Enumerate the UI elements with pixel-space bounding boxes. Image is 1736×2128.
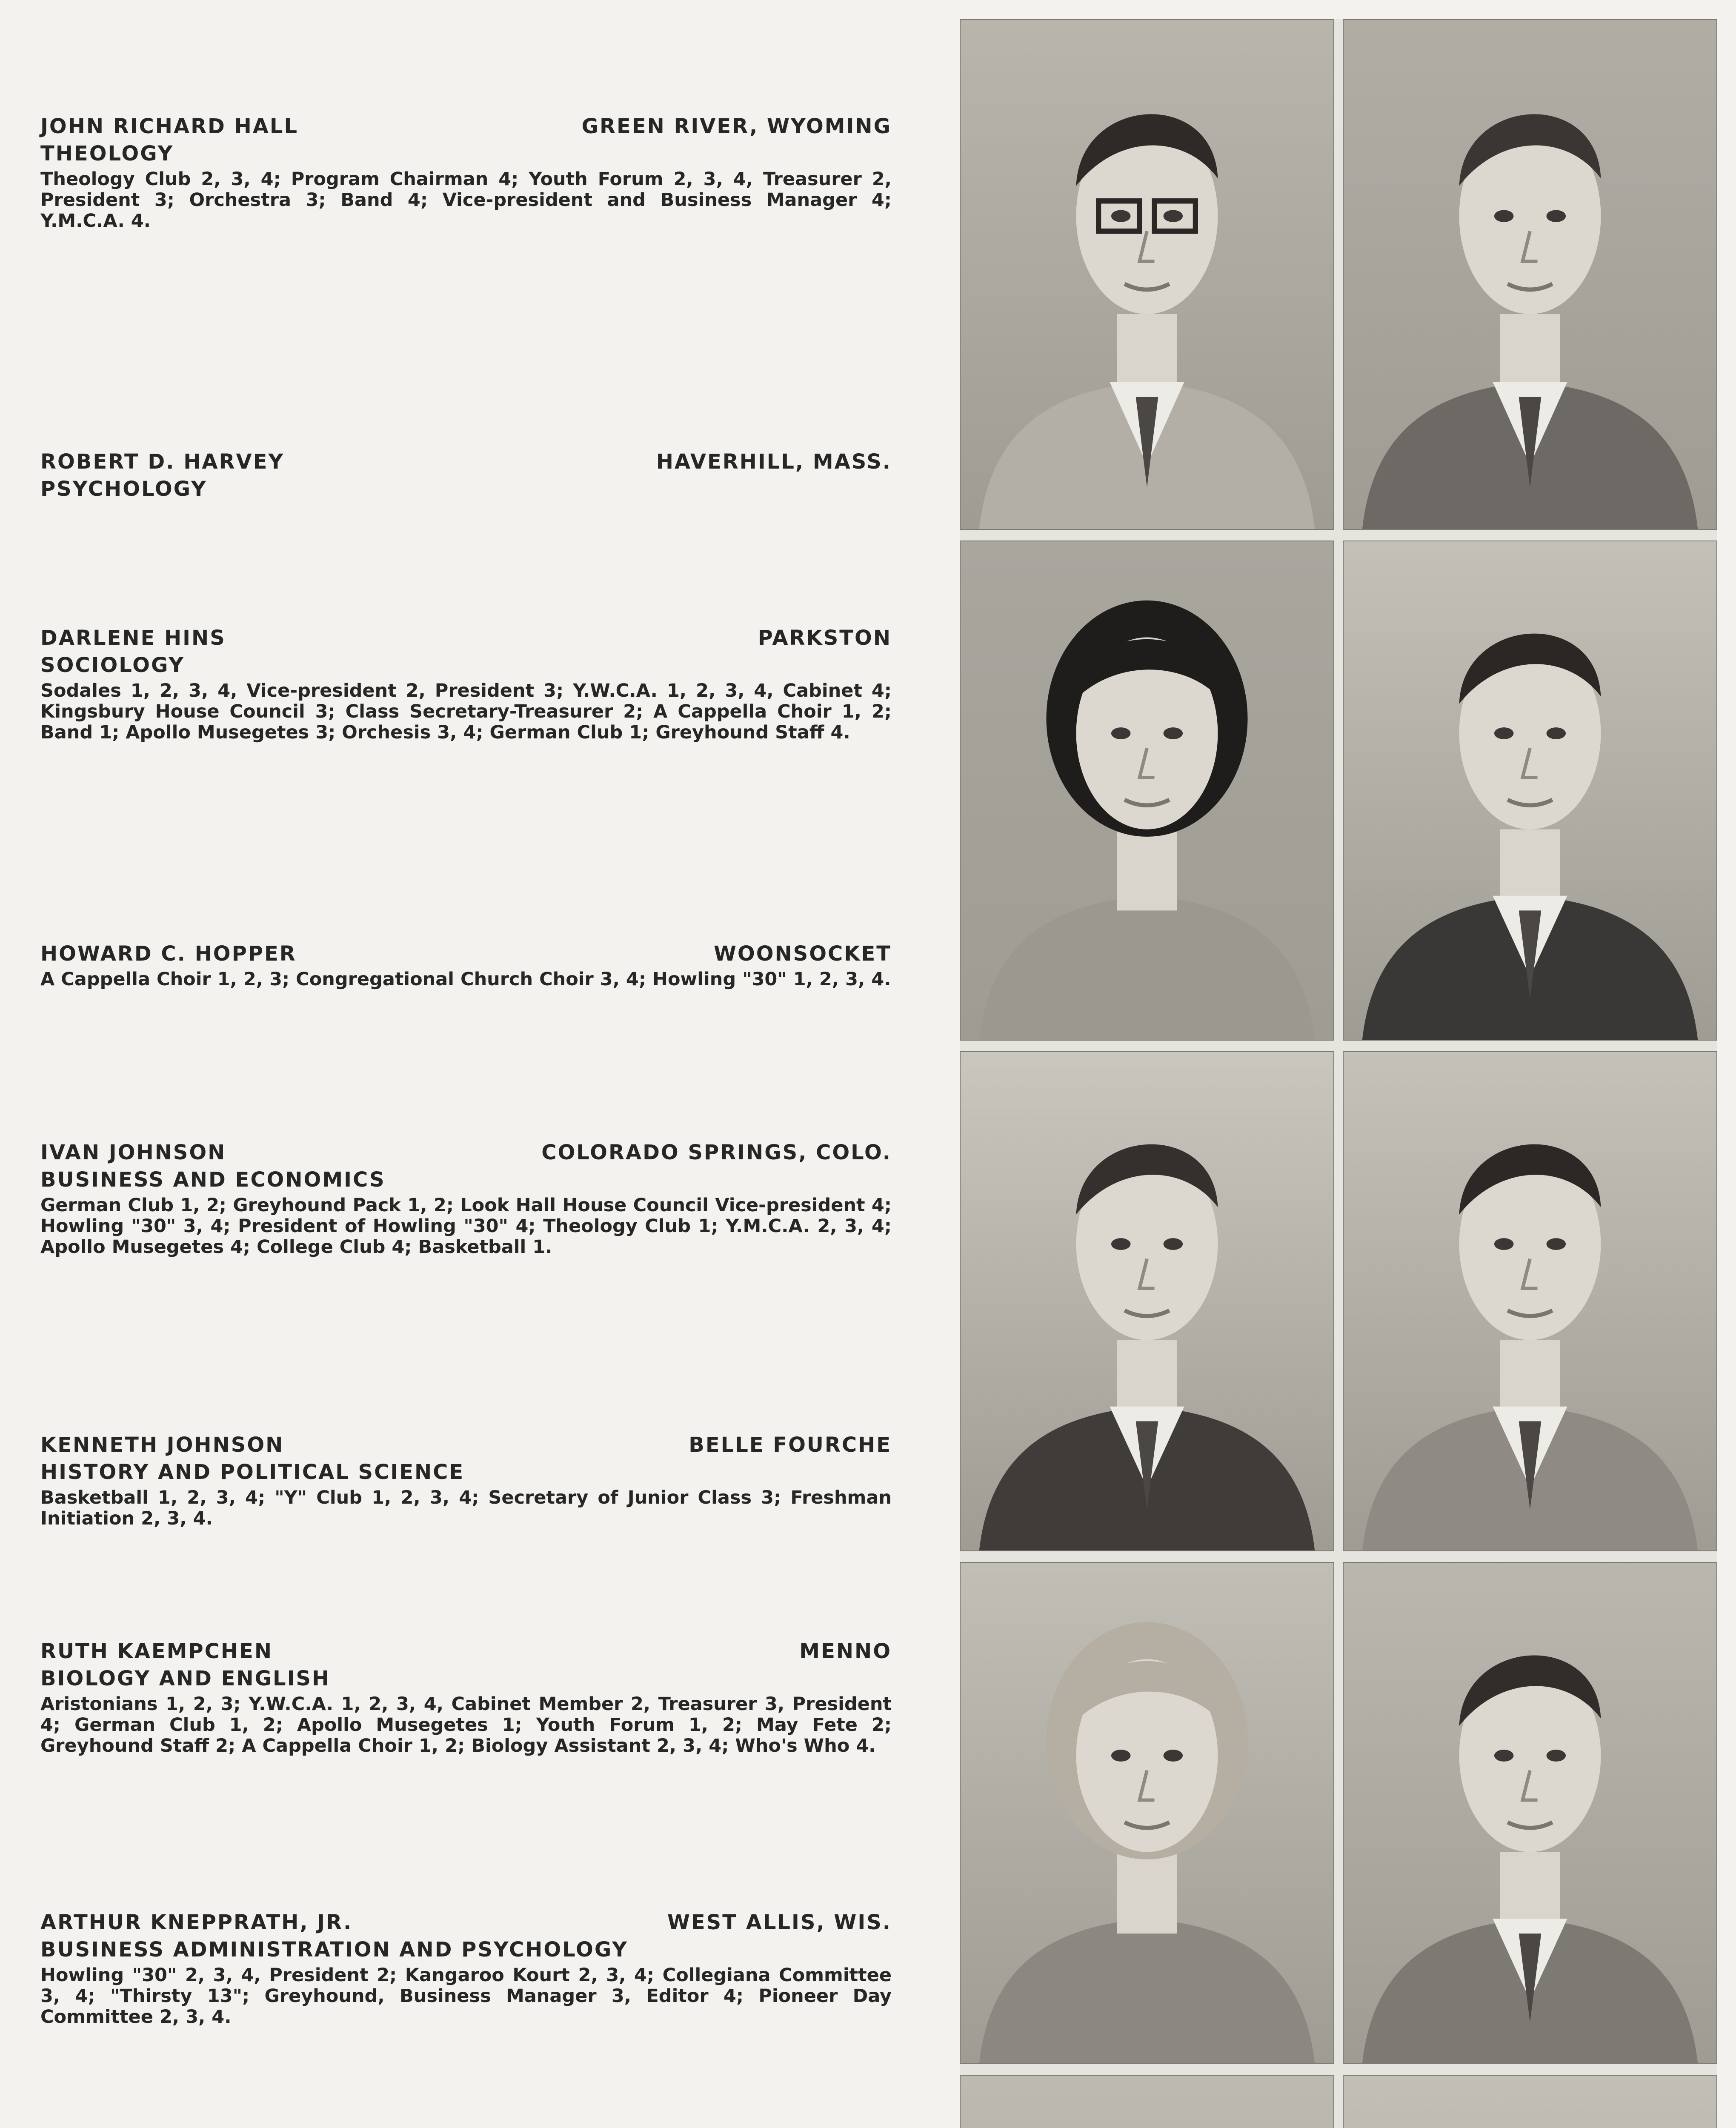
portrait-photo bbox=[960, 1051, 1334, 1551]
portrait-photo bbox=[1343, 1051, 1717, 1551]
student-major: HISTORY AND POLITICAL SCIENCE bbox=[40, 1460, 465, 1484]
student-entry bbox=[40, 1909, 892, 2028]
portrait-silhouette bbox=[1344, 1563, 1716, 2063]
portrait-photo bbox=[1343, 2075, 1717, 2128]
student-name: ROBERT D. HARVEY bbox=[40, 450, 285, 474]
portrait-silhouette bbox=[961, 1563, 1333, 2063]
portrait-silhouette bbox=[961, 2076, 1333, 2128]
student-major: THEOLOGY bbox=[40, 142, 174, 166]
student-activities: Aristonians 1, 2, 3; Y.W.C.A. 1, 2, 3, 4, Cabinet Member 2, Treasurer 3, President 4; German Club 1, 2; Apollo Musegetes 1; Youth Forum 1, 2; May Fete 2; Greyhound Staff 2; A Cappella Choir 1, 2; Biology Assistant 2, 3, 4; Who's Who 4. bbox=[40, 1693, 892, 1756]
portrait-silhouette bbox=[961, 1052, 1333, 1550]
portrait-silhouette bbox=[1344, 2076, 1716, 2128]
student-hometown: GREEN RIVER, WYOMING bbox=[581, 114, 892, 138]
portrait-photo bbox=[1343, 19, 1717, 530]
student-major: BUSINESS ADMINISTRATION AND PSYCHOLOGY bbox=[40, 1938, 628, 1962]
student-hometown: WOONSOCKET bbox=[713, 942, 892, 966]
student-hometown: PARKSTON bbox=[758, 626, 892, 650]
student-major: BUSINESS AND ECONOMICS bbox=[40, 1168, 386, 1192]
student-activities: A Cappella Choir 1, 2, 3; Congregational Church Choir 3, 4; Howling "30" 1, 2, 3, 4. bbox=[40, 969, 891, 990]
student-name: RUTH KAEMPCHEN bbox=[40, 1639, 273, 1663]
student-activities: German Club 1, 2; Greyhound Pack 1, 2; Look Hall House Council Vice-president 4; Howling "30" 3, 4; President of Howling "30" 4; Theology Club 1; Y.M.C.A. 2, 3, 4; Apollo Musegetes 4; College Club 4; Basketball 1. bbox=[40, 1195, 892, 1258]
portrait-photo bbox=[1343, 541, 1717, 1041]
portrait-photo bbox=[960, 19, 1334, 530]
student-entry bbox=[40, 1139, 892, 1258]
student-entry bbox=[40, 1431, 892, 1529]
student-name: KENNETH JOHNSON bbox=[40, 1433, 284, 1457]
portrait-silhouette bbox=[1344, 20, 1716, 529]
student-hometown: HAVERHILL, MASS. bbox=[656, 450, 892, 474]
portrait-photo bbox=[960, 2075, 1334, 2128]
student-activities: Theology Club 2, 3, 4; Program Chairman 4; Youth Forum 2, 3, 4, Treasurer 2, President 3; Orchestra 3; Band 4; Vice-president and Business Manager 4; Y.M.C.A. 4. bbox=[40, 169, 892, 232]
student-entry bbox=[40, 940, 892, 990]
student-hometown: BELLE FOURCHE bbox=[689, 1433, 892, 1457]
student-entry bbox=[40, 1638, 892, 1756]
portrait-photo bbox=[960, 1562, 1334, 2064]
student-major: BIOLOGY AND ENGLISH bbox=[40, 1667, 331, 1690]
portrait-silhouette bbox=[1344, 541, 1716, 1040]
student-name: IVAN JOHNSON bbox=[40, 1141, 226, 1164]
portrait-photo bbox=[1343, 1562, 1717, 2064]
portrait-silhouette bbox=[961, 20, 1333, 529]
portrait-grid bbox=[960, 19, 1717, 2128]
student-name: HOWARD C. HOPPER bbox=[40, 942, 297, 966]
portrait-silhouette bbox=[1344, 1052, 1716, 1550]
portrait-photo bbox=[960, 541, 1334, 1041]
portrait-silhouette bbox=[961, 541, 1333, 1040]
student-hometown: COLORADO SPRINGS, COLO. bbox=[541, 1141, 892, 1164]
student-activities: Sodales 1, 2, 3, 4, Vice-president 2, President 3; Y.W.C.A. 1, 2, 3, 4, Cabinet 4; Kingsbury House Council 3; Class Secretary-Treasurer 2; A Cappella Choir 1, 2; Band 1; Apollo Musegetes 3; Orchesis 3, 4; German Club 1; Greyhound Staff 4. bbox=[40, 680, 892, 743]
student-name: DARLENE HINS bbox=[40, 626, 226, 650]
student-hometown: WEST ALLIS, WIS. bbox=[667, 1911, 892, 1934]
student-activities: Howling "30" 2, 3, 4, President 2; Kangaroo Kourt 2, 3, 4; Collegiana Committee 3, 4; "Thirsty 13"; Greyhound, Business Manager 3, Editor 4; Pioneer Day Committee 2, 3, 4. bbox=[40, 1965, 892, 2028]
student-entry bbox=[40, 113, 892, 232]
student-major: PSYCHOLOGY bbox=[40, 477, 207, 501]
student-entry bbox=[40, 448, 892, 504]
student-name: JOHN RICHARD HALL bbox=[40, 114, 299, 138]
student-major: SOCIOLOGY bbox=[40, 653, 185, 677]
student-entry bbox=[40, 624, 892, 743]
student-activities: Basketball 1, 2, 3, 4; "Y" Club 1, 2, 3, 4; Secretary of Junior Class 3; Freshman Initiation 2, 3, 4. bbox=[40, 1487, 892, 1529]
student-list bbox=[40, 0, 892, 2128]
student-name: ARTHUR KNEPPRATH, JR. bbox=[40, 1911, 353, 1934]
student-hometown: MENNO bbox=[799, 1639, 892, 1663]
